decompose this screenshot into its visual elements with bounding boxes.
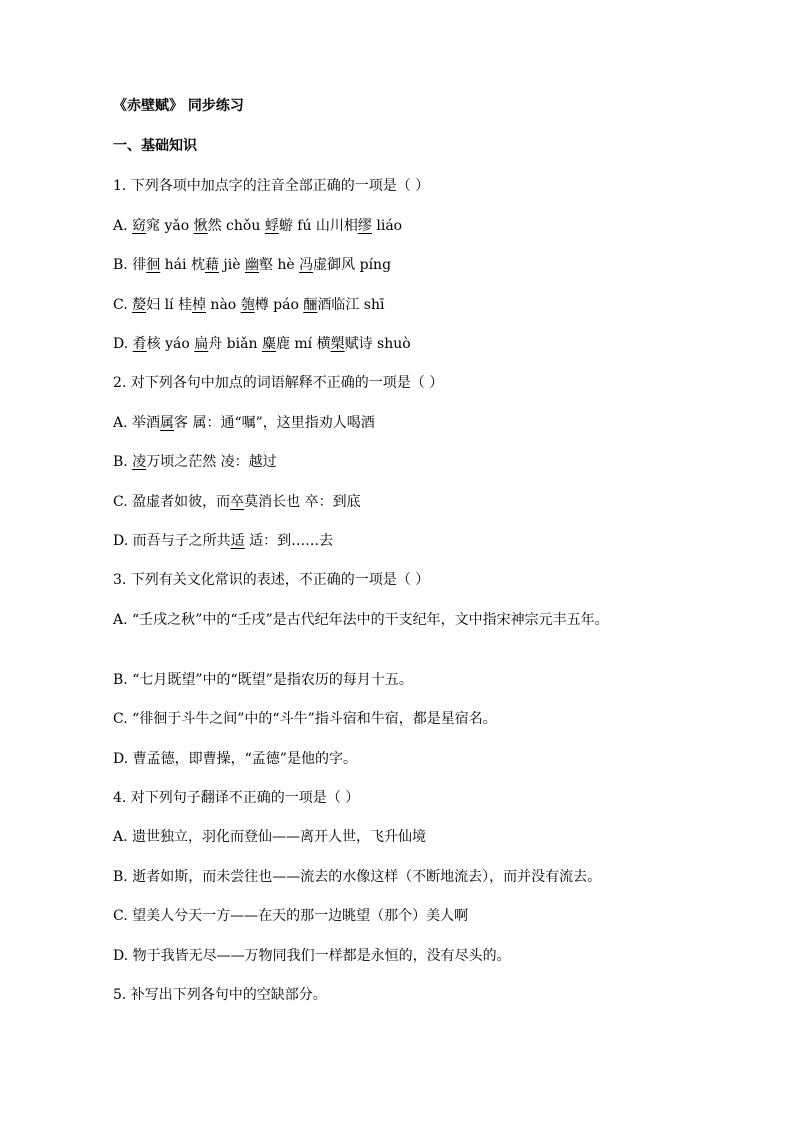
option-text: 壑 hè xyxy=(258,257,300,273)
option-text: 虚御风 píng xyxy=(313,257,392,273)
option-text: C. 盈虚者如彼，而 xyxy=(113,494,231,510)
dotted-word: 适 xyxy=(230,533,245,549)
dotted-char: 窈 xyxy=(132,218,147,234)
question-4-option-d: D. 物于我皆无尽——万物同我们一样都是永恒的，没有尽头的。 xyxy=(113,948,511,964)
question-2-option-d xyxy=(113,532,693,551)
option-text: 鹿 mí 横 xyxy=(275,336,331,352)
option-text: 蝣 fú 山川相 xyxy=(278,218,358,234)
dotted-word: 卒 xyxy=(230,494,245,510)
question-3-option-c: C. “徘徊于斗牛之间”中的“斗牛”指斗宿和牛宿，都是星宿名。 xyxy=(113,711,497,727)
question-1-option-c xyxy=(113,296,693,315)
option-text: 樽 páo xyxy=(254,297,304,313)
dotted-char: 缪 xyxy=(357,218,372,234)
dotted-char: 匏 xyxy=(240,297,255,313)
question-4-stem: 4. 对下列句子翻译不正确的一项是（ ） xyxy=(113,790,360,806)
question-2-stem: 2. 对下列各句中加点的词语解释不正确的一项是（ ） xyxy=(113,375,444,391)
document-title: 《赤壁赋》 同步练习 xyxy=(113,98,244,114)
option-text: 核 yáo xyxy=(146,336,195,352)
dotted-char: 蜉 xyxy=(264,218,279,234)
question-3-option-a: A. “壬戌之秋”中的“壬戌”是古代纪年法中的干支纪年，文中指宋神宗元丰五年。 xyxy=(113,612,609,628)
option-text: 舟 biǎn xyxy=(208,336,262,352)
option-text: 客 属：通“嘱”，这里指劝人喝酒 xyxy=(174,415,375,431)
option-text: nào xyxy=(205,297,241,313)
question-3-option-b: B. “七月既望”中的“既望”是指农历的每月十五。 xyxy=(113,672,413,688)
dotted-char: 徊 xyxy=(146,257,161,273)
question-1-option-a xyxy=(113,217,693,236)
question-4-option-a: A. 遗世独立，羽化而登仙——离开人世，飞升仙境 xyxy=(113,829,427,845)
option-text: D. xyxy=(113,336,133,352)
question-3-stem: 3. 下列有关文化常识的表述，不正确的一项是（ ） xyxy=(113,572,430,588)
dotted-char: 肴 xyxy=(132,336,147,352)
dotted-char: 槊 xyxy=(330,336,345,352)
option-text: 妇 lí 桂 xyxy=(146,297,192,313)
option-text: hái 枕 xyxy=(160,257,205,273)
dotted-char: 嫠 xyxy=(132,297,147,313)
option-text: liáo xyxy=(371,218,403,234)
dotted-char: 扁 xyxy=(194,336,209,352)
option-text: B. 徘 xyxy=(113,257,147,273)
question-2-option-c xyxy=(113,493,693,512)
question-1-option-d xyxy=(113,335,693,354)
option-text: A. xyxy=(113,218,133,234)
dotted-word: 属 xyxy=(160,415,175,431)
dotted-char: 棹 xyxy=(191,297,206,313)
option-text: 酒临江 shī xyxy=(317,297,385,313)
option-text: 窕 yǎo xyxy=(146,218,194,234)
dotted-char: 藉 xyxy=(204,257,219,273)
dotted-char: 麋 xyxy=(261,336,276,352)
question-5-stem: 5. 补写出下列各句中的空缺部分。 xyxy=(113,987,327,1003)
option-text: 莫消长也 卒：到底 xyxy=(244,494,361,510)
question-1-stem: 1. 下列各项中加点字的注音全部正确的一项是（ ） xyxy=(113,178,430,194)
dotted-char: 幽 xyxy=(244,257,259,273)
question-4-option-b: B. 逝者如斯，而未尝往也——流去的水像这样（不断地流去），而并没有流去。 xyxy=(113,869,602,885)
option-text: 赋诗 shuò xyxy=(344,336,411,352)
question-2-option-b xyxy=(113,453,693,472)
question-2-option-a xyxy=(113,414,693,433)
question-4-option-c: C. 望美人兮天一方——在天的那一边眺望（那个）美人啊 xyxy=(113,908,469,924)
option-text: D. 而吾与子之所共 xyxy=(113,533,231,549)
option-text: C. xyxy=(113,297,133,313)
option-text: A. 举酒 xyxy=(113,415,161,431)
dotted-char: 冯 xyxy=(299,257,314,273)
question-1-option-b xyxy=(113,256,693,275)
option-text: 适：到……去 xyxy=(244,533,334,549)
section-heading-basic-knowledge: 一、基础知识 xyxy=(113,138,197,154)
question-3-option-d: D. 曹孟德，即曹操，“孟德”是他的字。 xyxy=(113,751,357,767)
dotted-char: 酾 xyxy=(303,297,318,313)
option-text: 万顷之茫然 凌：越过 xyxy=(146,454,277,470)
dotted-word: 凌 xyxy=(132,454,147,470)
option-text: B. xyxy=(113,454,133,470)
option-text: 然 chǒu xyxy=(207,218,265,234)
dotted-char: 愀 xyxy=(193,218,208,234)
option-text: jiè xyxy=(218,257,245,273)
